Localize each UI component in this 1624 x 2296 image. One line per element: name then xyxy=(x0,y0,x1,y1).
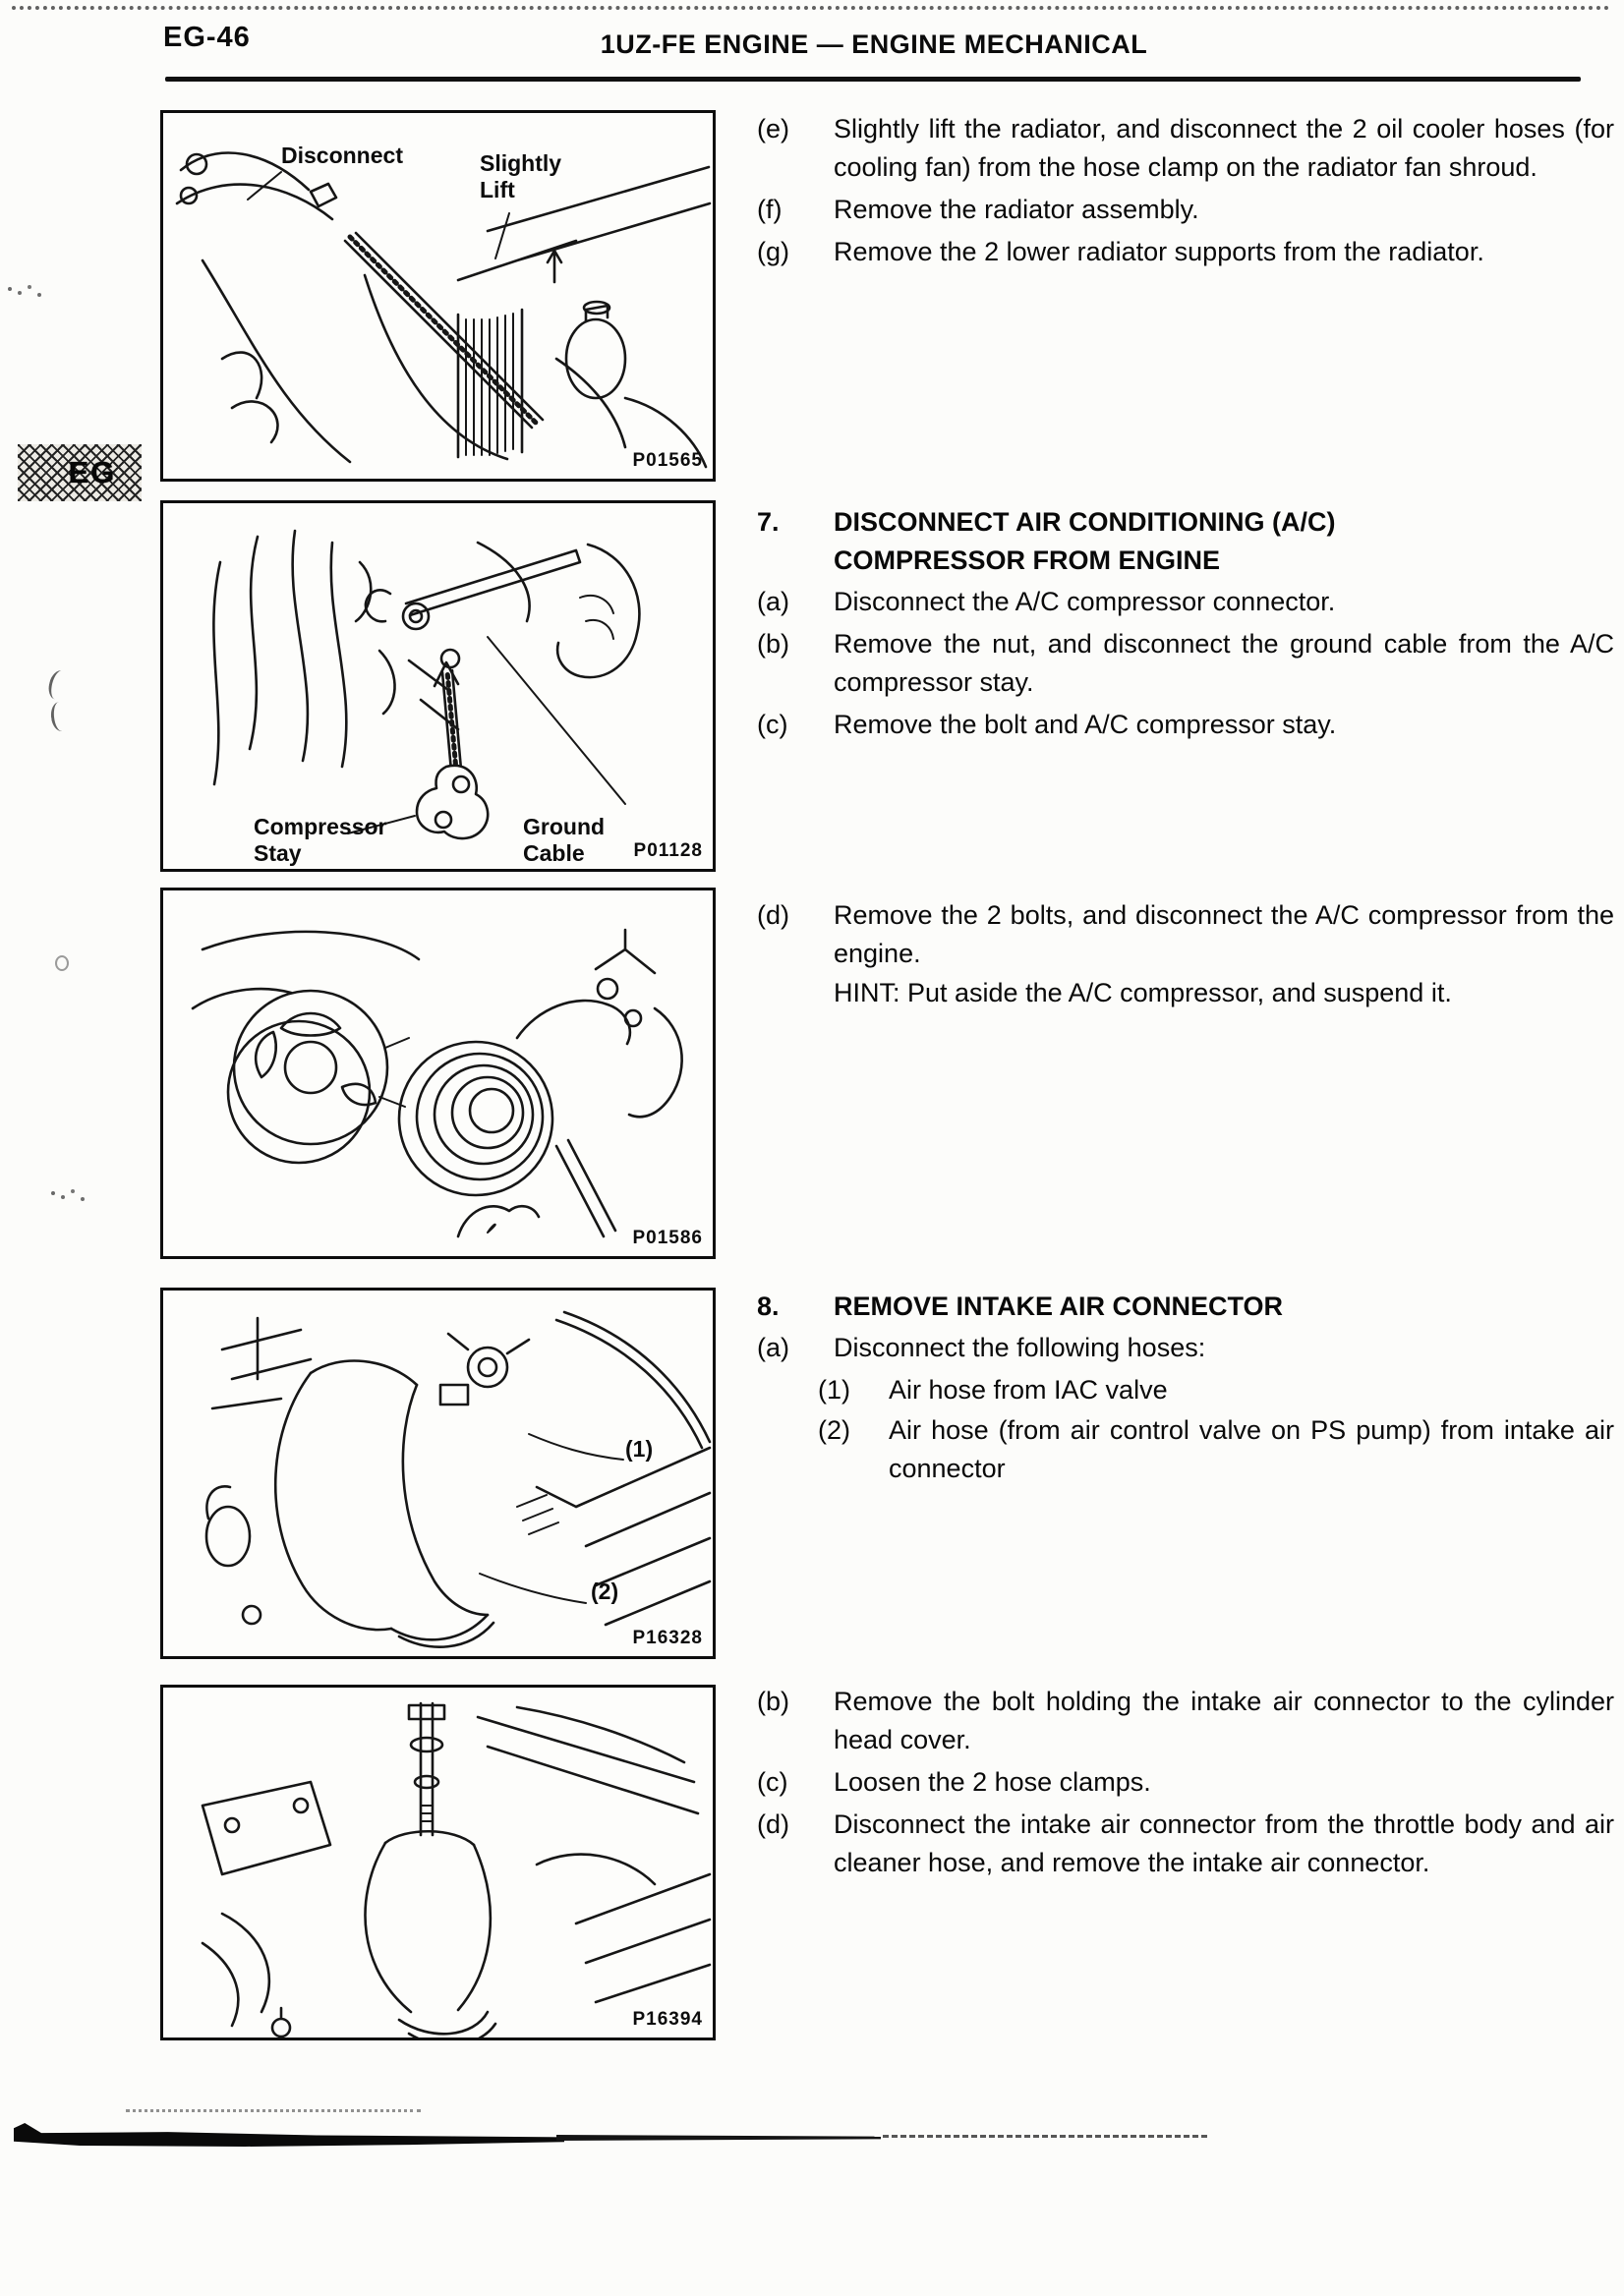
scan-speck xyxy=(51,1191,55,1195)
substep-label: (2) xyxy=(818,1415,850,1445)
step-g xyxy=(757,233,1614,271)
step-label: (d) xyxy=(757,1809,789,1839)
substep-text: Air hose from IAC valve xyxy=(889,1375,1168,1405)
step-c xyxy=(757,706,1614,744)
step-b xyxy=(757,625,1614,702)
figure-photo-code: P16328 xyxy=(632,1628,703,1648)
substep-2 xyxy=(818,1411,1614,1488)
scan-smudge xyxy=(883,2135,1207,2138)
step-label: (c) xyxy=(757,1767,788,1797)
section-number: 8. xyxy=(757,1292,780,1321)
step-text: Remove the bolt and A/C compressor stay. xyxy=(834,710,1337,739)
figure-photo-code: P01565 xyxy=(632,450,703,471)
step-e xyxy=(757,110,1614,187)
step-text: Loosen the 2 hose clamps. xyxy=(834,1767,1151,1797)
figure-callout-1: (1) xyxy=(625,1436,654,1462)
substep-text: Air hose (from air control valve on PS pump) from intake air connector xyxy=(889,1415,1614,1483)
figure-callout-2: (2) xyxy=(591,1578,619,1604)
step-text: Slightly lift the radiator, and disconnect the 2 oil cooler hoses (for cooling fan) from the hose clamp on the radiator fan shroud. xyxy=(834,114,1614,182)
step-label: (a) xyxy=(757,587,789,616)
step-label: (a) xyxy=(757,1333,789,1362)
step-label: (b) xyxy=(757,1687,789,1716)
step-text: Disconnect the A/C compressor connector. xyxy=(834,587,1336,616)
figure-photo-code: P01586 xyxy=(632,1228,703,1248)
step-a xyxy=(757,583,1614,621)
step-text: Remove the 2 bolts, and disconnect the A/C compressor from the engine. xyxy=(834,900,1614,968)
step-text: Remove the 2 lower radiator supports from the radiator. xyxy=(834,237,1484,266)
figure-label-disconnect: Disconnect xyxy=(281,143,403,168)
step-label: (b) xyxy=(757,629,789,659)
procedure-block-radiator xyxy=(757,110,1614,275)
section-number: 7. xyxy=(757,507,780,537)
scan-speck xyxy=(55,955,69,971)
step-label: (g) xyxy=(757,237,789,266)
step-text: Disconnect the following hoses: xyxy=(834,1333,1206,1362)
figure-intake-air-connector-bolt xyxy=(160,1685,716,2040)
figure-photo-code: P01128 xyxy=(633,840,703,861)
step-b xyxy=(757,1683,1614,1759)
scan-dotted-line xyxy=(12,6,1610,10)
scan-smudge xyxy=(14,2123,564,2147)
section-7-heading xyxy=(757,503,1614,580)
scan-speck xyxy=(46,668,72,702)
engine-line-art xyxy=(163,890,713,1256)
procedure-block-intake-connector xyxy=(757,1288,1614,1490)
figure-ac-compressor xyxy=(160,888,716,1259)
engine-line-art xyxy=(163,1688,713,2038)
step-label: (f) xyxy=(757,195,783,224)
figure-radiator-removal xyxy=(160,110,716,482)
procedure-block-ac-compressor xyxy=(757,503,1614,748)
section-8-heading xyxy=(757,1288,1614,1326)
section-title: REMOVE INTAKE AIR CONNECTOR xyxy=(834,1292,1284,1321)
figure-label-compressor-stay: Compressor Stay xyxy=(254,814,387,866)
procedure-block-compressor-remove xyxy=(757,896,1614,1016)
step-label: (e) xyxy=(757,114,789,144)
figure-intake-air-hoses xyxy=(160,1288,716,1659)
substep-label: (1) xyxy=(818,1375,850,1405)
step-label: (d) xyxy=(757,900,789,930)
section-tab-eg xyxy=(18,444,142,501)
header-rule xyxy=(165,77,1581,82)
scan-speck xyxy=(126,2109,421,2112)
step-label: (c) xyxy=(757,710,788,739)
scan-smudge xyxy=(556,2135,881,2141)
section-tab-label: EG xyxy=(68,455,117,489)
section-title: DISCONNECT AIR CONDITIONING (A/C) COMPRESSOR FROM ENGINE xyxy=(834,507,1336,575)
engine-line-art xyxy=(163,113,713,479)
figure-label-slightly-lift: Slightly Lift xyxy=(480,150,562,202)
substep-1 xyxy=(818,1371,1614,1409)
hint-text: HINT: Put aside the A/C compressor, and suspend it. xyxy=(834,978,1452,1007)
step-a xyxy=(757,1329,1614,1367)
scan-speck xyxy=(49,701,71,732)
step-text: Disconnect the intake air connector from the throttle body and air cleaner hose, and remove the intake air connector. xyxy=(834,1809,1614,1877)
page-number: EG-46 xyxy=(163,22,251,53)
page-title: 1UZ-FE ENGINE — ENGINE MECHANICAL xyxy=(600,29,1148,59)
figure-photo-code: P16394 xyxy=(632,2009,703,2030)
substep-list xyxy=(818,1371,1614,1488)
step-d xyxy=(757,1806,1614,1882)
step-text: Remove the bolt holding the intake air connector to the cylinder head cover. xyxy=(834,1687,1614,1754)
procedure-block-intake-remove xyxy=(757,1683,1614,1886)
step-text: Remove the radiator assembly. xyxy=(834,195,1199,224)
step-text: Remove the nut, and disconnect the ground cable from the A/C compressor stay. xyxy=(834,629,1614,697)
figure-label-ground-cable: Ground Cable xyxy=(523,814,606,866)
engine-line-art xyxy=(163,1291,713,1656)
step-d xyxy=(757,896,1614,1012)
step-c xyxy=(757,1763,1614,1802)
scan-speck xyxy=(8,287,12,291)
figure-compressor-stay xyxy=(160,500,716,872)
step-f xyxy=(757,191,1614,229)
